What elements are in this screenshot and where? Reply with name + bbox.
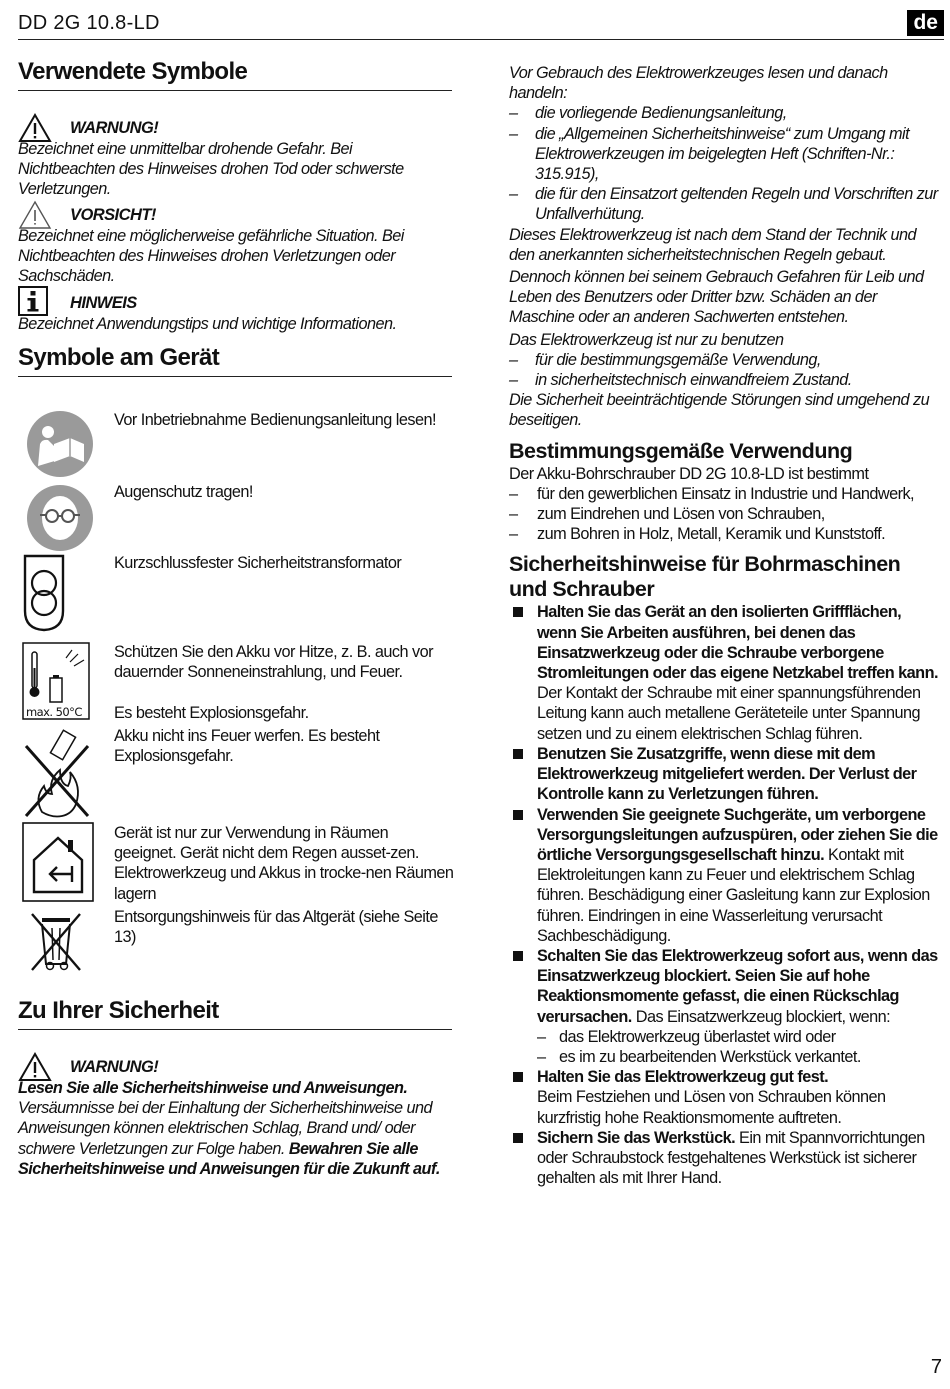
page-header — [18, 10, 944, 40]
warning-desc: Bezeichnet eine unmittelbar drohende Gefahr. Bei Nichtbeachten des Hinweises drohen Tod oder schwerste Verletzungen. — [18, 140, 404, 199]
safety-bullet: Benutzen Sie Zusatzgriffe, wenn diese mit dem Elektrowerkzeug mitgeliefert werden. Der Verlust der Kontrolle kann zu Verletzungen führen. — [509, 744, 943, 805]
paragraph: Dieses Elektrowerkzeug ist nach dem Stand der Technik und den anerkannten sicherheitstechnischen Regeln gebaut. — [509, 225, 916, 264]
safety-heading: Zu Ihrer Sicherheit — [18, 1001, 452, 1030]
note-desc: Bezeichnet Anwendungstips und wichtige Informationen. — [18, 315, 397, 333]
drill-safety-heading: Sicherheitshinweise für Bohrmaschinen und Schrauber — [509, 552, 901, 602]
use-item: – in sicherheitstechnisch einwandfreiem Zustand. — [509, 370, 943, 390]
device-symbol-text-heat: Schützen Sie den Akku vor Hitze, z. B. auch vor dauernder Sonneneinstrahlung, und Feuer. — [114, 643, 433, 682]
intro-item: – die für den Einsatzort geltenden Regeln und Vorschriften zur Unfallverhütung. — [509, 184, 943, 224]
paragraph: Dennoch können bei seinem Gebrauch Gefahren für Leib und Leben des Benutzers oder Dritter bzw. Schäden an der Maschine oder an anderen Sachwerten entstehen. — [509, 268, 924, 327]
page-number: 7 — [930, 1356, 942, 1378]
eye-protection-icon — [26, 484, 94, 552]
paragraph: Die Sicherheit beeinträchtigende Störungen sind umgehend zu beseitigen. — [509, 391, 930, 430]
warning-icon — [18, 113, 52, 143]
warning-block — [18, 117, 452, 200]
device-symbol-text-eye: Augenschutz tragen! — [114, 483, 253, 501]
safety-warning-block — [18, 1056, 452, 1179]
blocking-condition: – es im zu bearbeitenden Werkstück verkantet. — [537, 1047, 943, 1067]
heat-protection-icon — [22, 642, 92, 720]
info-icon — [18, 286, 48, 316]
model-name: DD 2G 10.8-LD — [18, 12, 160, 34]
read-manual-icon — [26, 410, 94, 478]
warning-title: WARNUNG! — [70, 119, 159, 137]
blocking-condition: – das Elektrowerkzeug überlastet wird oder — [537, 1027, 943, 1047]
safety-bullet: Schalten Sie das Elektrowerkzeug sofort aus, wenn das Einsatzwerkzeug blockiert. Seien Sie auf hohe Reaktionsmomente gefasst, die einen Rückschlag verursachen. Das Einsatzwerkzeug blockiert, wenn: – das Elektrowerkzeug überlastet wird oder – es im zu bearbeitenden Werkstück verkantet. — [509, 946, 943, 1067]
device-symbol-text-manual: Vor Inbetriebnahme Bedienungsanleitung lesen! — [114, 411, 436, 429]
indoor-use-icon — [22, 822, 94, 902]
paragraph: Das Elektrowerkzeug ist nur zu benutzen — [509, 330, 784, 349]
note-title: HINWEIS — [70, 294, 137, 312]
safety-bullet: Verwenden Sie geeignete Suchgeräte, um verborgene Versorgungsleitungen aufzuspüren, oder ziehen Sie die örtliche Versorgungsgesellschaft hinzu. Kontakt mit Elektroleitungen kann zu Feuer und elektrischem Schlag führen. Beschädigung einer Gasleitung kann zur Explosion führen. Eindringen in eine Wasserleitung verursacht Sachbeschädigung. — [509, 805, 943, 946]
use-item: – für die bestimmungsgemäße Verwendung, — [509, 350, 943, 370]
note-block — [18, 292, 452, 334]
device-symbol-text-disposal: Entsorgungshinweis für das Altgerät (siehe Seite 13) — [114, 908, 438, 947]
device-symbols-heading: Symbole am Gerät — [18, 348, 452, 377]
intro-text: Vor Gebrauch des Elektrowerkzeuges lesen und danach handeln: — [509, 64, 888, 103]
intended-use-item: – zum Bohren in Holz, Metall, Keramik und Kunststoff. — [509, 524, 943, 544]
intended-use-lead: Der Akku-Bohrschrauber DD 2G 10.8-LD ist bestimmt — [509, 464, 869, 483]
device-symbol-text-indoor: Gerät ist nur zur Verwendung in Räumen geeignet. Gerät nicht dem Regen ausset-zen. Elektrowerkzeug und Akkus in trocke-nen Räumen lagern — [114, 824, 454, 903]
device-symbol-text-explosion: Es besteht Explosionsgefahr. — [114, 704, 309, 722]
caution-desc: Bezeichnet eine möglicherweise gefährliche Situation. Bei Nichtbeachten des Hinweises drohen Verletzungen oder Sachschäden. — [18, 227, 404, 286]
caution-block — [18, 204, 452, 287]
safety-bullet: Halten Sie das Elektrowerkzeug gut fest. Beim Festziehen und Lösen von Schrauben können kurzfristig hohe Reaktionsmomente auftreten. — [509, 1067, 943, 1128]
device-symbol-text-fire: Akku nicht ins Feuer werfen. Es besteht Explosionsgefahr. — [114, 727, 380, 766]
no-fire-icon — [22, 728, 92, 820]
intended-use-item: – für den gewerblichen Einsatz in Industrie und Handwerk, — [509, 484, 943, 504]
temp-label: max. 50°C — [26, 705, 82, 719]
intro-item: – die „Allgemeinen Sicherheitshinweise“ zum Umgang mit Elektrowerkzeugen im beigelegten Heft (Schriften-Nr.: 315.915), — [509, 124, 943, 185]
safety-bullet: Halten Sie das Gerät an den isolierten Griffflächen, wenn Sie Arbeiten ausführen, bei denen das Einsatzwerkzeug oder die Schraube verborgene Stromleitungen oder das eigene Netzkabel treffen kann. Der Kontakt der Schraube mit einer spannungsführenden Leitung kann auch metallene Geräteteile unter Spannung setzen und zu einem elektrischen Schlag führen. — [509, 602, 943, 743]
language-badge: de — [907, 10, 944, 36]
warning-icon — [18, 1052, 52, 1082]
symbols-heading: Verwendete Symbole — [18, 62, 452, 91]
intended-use-item: – zum Eindrehen und Lösen von Schrauben, — [509, 504, 943, 524]
caution-icon — [18, 200, 52, 230]
safety-bullet: Sichern Sie das Werkstück. Ein mit Spannvorrichtungen oder Schraubstock festgehaltenes Werkstück ist sicherer gehalten als mit Ihrer Hand. — [509, 1128, 943, 1189]
intended-use-heading: Bestimmungsgemäße Verwendung — [509, 438, 853, 463]
safety-warning-title: WARNUNG! — [70, 1058, 159, 1076]
caution-title: VORSICHT! — [70, 206, 156, 224]
device-symbol-text-transformer: Kurzschlussfester Sicherheitstransformator — [114, 554, 402, 572]
right-column — [509, 63, 943, 1188]
disposal-icon — [28, 908, 84, 974]
safety-warning-text: Lesen Sie alle Sicherheitshinweise und Anweisungen. Versäumnisse bei der Einhaltung der Sicherheitshinweise und Anweisungen können elektrischen Schlag, Brand und/ oder schwere Verletzungen zur Folge haben. Bewahren Sie alle Sicherheitshinweise und Anweisungen für die Zukunft auf. — [18, 1079, 440, 1178]
intro-item: – die vorliegende Bedienungsanleitung, — [509, 103, 943, 123]
safety-transformer-icon — [22, 553, 66, 633]
